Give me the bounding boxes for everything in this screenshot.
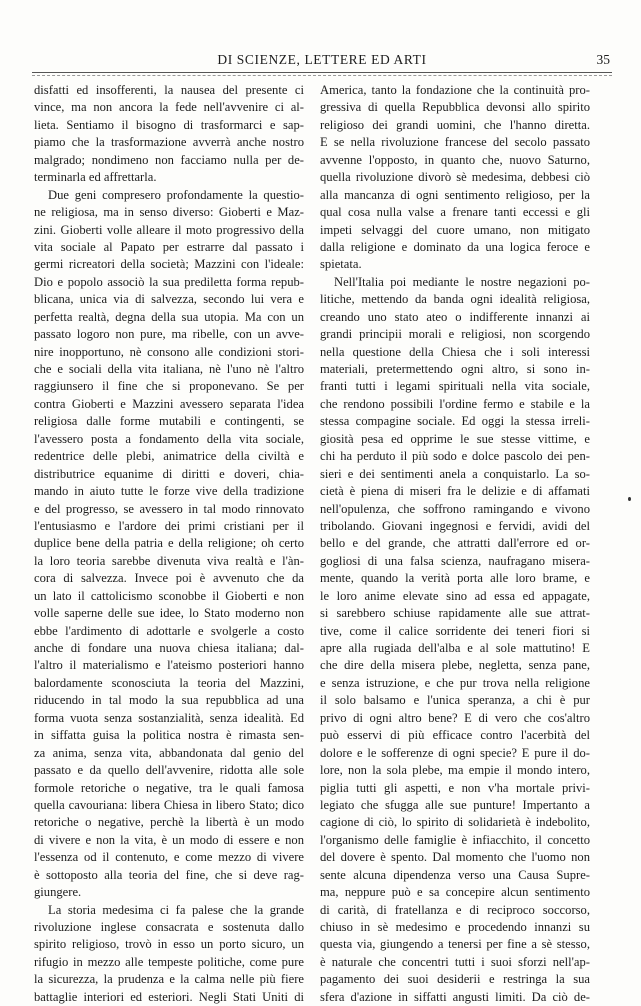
left-column bbox=[34, 82, 304, 1006]
text-line: in siffatta guisa la politica nostra è rimasta sen- bbox=[34, 728, 304, 743]
text-line: che e sociali della vita italiana, nè l'uno nè l'altro bbox=[34, 362, 304, 376]
text-line: sente alcuna dipendenza verso una Causa Supre- bbox=[320, 867, 590, 882]
text-line: e del progresso, se avessero in tal modo rinnovato bbox=[34, 501, 304, 516]
text-line: di vivere e non la vita, è un modo di essere e non bbox=[34, 832, 304, 847]
text-line: quella rivoluzione divorò sè medesima, debbesi ciò bbox=[320, 170, 590, 185]
text-line: distributrice equanime di diritti e doveri, chia- bbox=[34, 466, 304, 481]
text-line: piamo che la trasformazione avverrà anche nostro bbox=[34, 135, 304, 150]
text-line: chi ha perduto il più sodo e dolce pascolo dei pen- bbox=[320, 449, 590, 464]
text-line: il solo balsamo e l'unica speranza, a chi è pur bbox=[320, 693, 590, 708]
text-line: balordamente sconosciuta la teoria del Mazzini, bbox=[34, 675, 304, 690]
text-line: disfatti ed insofferenti, la nausea del presente ci bbox=[34, 83, 304, 97]
text-line: chiuso in sè medesimo e procedendo innanzi su bbox=[320, 920, 590, 934]
text-line: la sicurezza, la prudenza e la calma nelle più fiere bbox=[34, 972, 304, 987]
text-line: nella questione della Chiesa che i soli interessi bbox=[320, 344, 590, 359]
text-line: e senza istruzione, e che pur trova nella religione bbox=[320, 675, 590, 690]
text-line: bello e del grande, che attratti dall'errore ed or- bbox=[320, 536, 590, 551]
text-line: terminarla ed affrettarla. bbox=[34, 170, 157, 185]
text-line: giungere. bbox=[34, 885, 82, 900]
text-line: l'essenza od il contenuto, e come mezzo di vivere bbox=[34, 850, 304, 865]
text-line: Nell'Italia poi mediante le nostre negazioni po- bbox=[334, 274, 590, 289]
text-line: rifugio in mezzo alle tempeste politiche, come pure bbox=[34, 954, 304, 969]
text-line: mando in aiuto tutte le forze vive della tradizione bbox=[34, 484, 304, 499]
text-line: le loro anime elevate sino ad essa ed appagate, bbox=[320, 588, 590, 603]
text-line: che rendono possibili l'ordine fermo e stabile e la bbox=[320, 396, 590, 411]
text-line: può esservi di più efficace contro l'acerbità del bbox=[320, 728, 590, 743]
text-line: dalla religione e dominato da una logica feroce e bbox=[320, 239, 590, 254]
text-line: impeti selvaggi del cuore umano, non mitigato bbox=[320, 222, 590, 237]
text-line: di carità, di fratellanza e di reciproco soccorso, bbox=[320, 902, 590, 917]
text-line: nire inopportuno, nè consono alle condizioni stori- bbox=[34, 344, 304, 359]
text-line: perfetta realtà, degna della sua utopia. Ma con un bbox=[34, 309, 304, 324]
text-line: contra Gioberti e Mazzini avessero separata l'idea bbox=[34, 396, 304, 411]
text-line: si sarebbero schiuse rapidamente alle sue attrat- bbox=[320, 606, 590, 621]
text-line: ne religiosa, ma in senso diverso: Gioberti e Maz- bbox=[34, 205, 304, 220]
text-line: quella cavouriana: libera Chiesa in libero Stato; dico bbox=[34, 797, 304, 812]
text-line: la loro teoria sarebbe divenuta viva realtà e l'àn- bbox=[34, 553, 304, 568]
text-line: sieri e dei sentimenti anela a conquistarlo. La so- bbox=[320, 466, 590, 481]
text-line: grandi principii morali e religiosi, non scorgendo bbox=[320, 327, 590, 342]
text-line: spirito religioso, trovò in esso un porto sicuro, un bbox=[34, 937, 304, 952]
text-line: questa via, giungendo a tenersi per fine a sè stesso, bbox=[320, 937, 590, 952]
text-line: gressiva di quella Repubblica devonsi allo spirito bbox=[320, 100, 590, 115]
text-line: blicana, unica via di salvezza, secondo lui vera e bbox=[34, 292, 304, 307]
text-line: un lato il cattolicismo sconobbe il Gioberti e non bbox=[34, 588, 304, 603]
text-line: l'organismo delle famiglie è infiacchito, il concetto bbox=[320, 832, 590, 847]
text-line: mente, quando la verità porta alle loro brame, e bbox=[320, 571, 590, 586]
right-column bbox=[320, 82, 590, 1006]
text-line: tive, come il calice sorridente dei teneri fiori si bbox=[320, 623, 590, 638]
text-line: materiali, pretermettendo ogni altro, si sono in- bbox=[320, 362, 590, 376]
text-line: ebbe l'ardimento di adottarle e svolgerle a costo bbox=[34, 623, 304, 638]
text-line: cora di salvezza. Invece poi è avvenuto che da bbox=[34, 571, 304, 586]
text-line: l'avessero posta a fondamento della vita sociale, bbox=[34, 431, 304, 446]
text-line: franti tutti i legami spirituali nella vita sociale, bbox=[320, 379, 590, 394]
text-line: La storia medesima ci fa palese che la grande bbox=[48, 902, 304, 917]
text-line: è sottoposto alla teoria del fine, che si deve rag- bbox=[34, 867, 304, 882]
text-line: lieta. Sentiamo il bisogno di trasformarci e sap- bbox=[34, 117, 304, 132]
text-line: l'entusiasmo e l'ardore dei primi cristiani per il bbox=[34, 518, 304, 533]
text-line: Due geni compresero profondamente la questio- bbox=[48, 187, 304, 202]
header-rule bbox=[32, 72, 612, 73]
text-line: legiato che sfugga alle sue punture! Impertanto a bbox=[320, 797, 590, 812]
text-line: gogliosi di una falsa scienza, naufragano misera- bbox=[320, 553, 590, 568]
text-line: Dio e popolo associò la sua prediletta forma repub- bbox=[34, 274, 304, 289]
margin-mark bbox=[628, 497, 631, 501]
text-line: ma, neppure può e sa concepire alcun sentimento bbox=[320, 885, 590, 900]
text-line: germi ricreatori della società; Mazzini con l'ideale: bbox=[34, 257, 304, 272]
text-line: pagamento dei suoi desiderii e restringa la sua bbox=[320, 972, 590, 987]
page-number: 35 bbox=[596, 52, 610, 67]
text-line: vita sociale al Papato per estrarre dal passato i bbox=[34, 239, 304, 254]
text-line: duplice bene della patria e della religione; oh certo bbox=[34, 536, 304, 551]
text-line: battaglie interiori ed esteriori. Negli Stati Uniti di bbox=[34, 989, 304, 1004]
text-line: creando uno stato ateo o indifferente innanzi ai bbox=[320, 309, 590, 324]
text-line: sfera d'azione in siffatti angusti limiti. Da ciò de- bbox=[320, 989, 590, 1004]
text-line: nell'opulenza, che soffrono ramingando e vivono bbox=[320, 501, 590, 516]
page-header bbox=[34, 52, 610, 72]
text-line: za anima, senza vita, abbandonata dal genio del bbox=[34, 745, 304, 760]
text-line: raggiunsero il fine che si proponevano. Se per bbox=[34, 379, 304, 394]
text-line: spietata. bbox=[320, 257, 362, 272]
text-line: cietà è piena di miseri fra le delizie e di affamati bbox=[320, 484, 590, 499]
text-line: vince, ma non ancora la fede nell'avvenire ci al- bbox=[34, 100, 304, 115]
header-rule-dashed bbox=[32, 75, 612, 76]
text-line: che dire della misera plebe, negletta, senza pane, bbox=[320, 658, 590, 673]
text-line: rivoluzione inglese consacrata e sostenuta dallo bbox=[34, 920, 304, 934]
text-line: E se nella rivoluzione francese del secolo passato bbox=[320, 135, 590, 150]
text-line: stessa compagine sociale. Ed oggi la stessa irreli- bbox=[320, 414, 590, 429]
text-line: malgrado; nondimeno non facciamo nulla per de- bbox=[34, 152, 304, 167]
text-line: qual cosa nulla valse a frenare tanti eccessi e gli bbox=[320, 205, 590, 220]
text-line: religiosa dalle forme mutabili e contingenti, se bbox=[34, 414, 304, 429]
text-line: giosità pesa ed opprime le sue stesse vittime, e bbox=[320, 431, 590, 446]
text-line: passato e da quello dell'avvenire, ridotta alle sole bbox=[34, 763, 304, 778]
text-line: avvenne l'opposto, in quanto che, nuovo Saturno, bbox=[320, 152, 590, 167]
text-line: anche di fondare una nuova chiesa italiana; dal- bbox=[34, 641, 304, 655]
text-line: America, tanto la fondazione che la continuità pro- bbox=[320, 83, 590, 97]
text-line: tribolando. Giovani ingegnosi e fervidi, avidi del bbox=[320, 518, 590, 533]
text-line: alla mancanza di ogni sentimento religioso, per la bbox=[320, 187, 590, 202]
text-line: litiche, mettendo da banda ogni idealità religiosa, bbox=[320, 292, 590, 307]
text-line: apre alla rugiada dell'alba e al sole mattutino! E bbox=[320, 641, 590, 655]
text-line: del dovere è spento. Dal momento che l'uomo non bbox=[320, 850, 590, 865]
text-line: è naturale che concentri tutti i suoi sforzi nell'ap- bbox=[320, 954, 590, 969]
text-line: cagione di ciò, lo spirito di solidarietà è indebolito, bbox=[320, 815, 590, 830]
running-title: DI SCIENZE, LETTERE ED ARTI bbox=[217, 52, 427, 67]
text-line: zini. Gioberti volle alleare il moto progressivo della bbox=[34, 222, 304, 237]
text-line: formole retoriche o negative, tra le quali famosa bbox=[34, 780, 304, 795]
text-line: retoriche o negative, perchè la libertà è un modo bbox=[34, 815, 304, 830]
text-line: religioso dei grandi uomini, che l'hanno diretta. bbox=[320, 117, 590, 132]
text-line: piglia tutti gli aspetti, e non v'ha mortale privi- bbox=[320, 780, 590, 795]
text-line: forma vuota senza sostanzialità, senza idealità. Ed bbox=[34, 710, 304, 725]
text-line: redentrice delle plebi, animatrice della civiltà e bbox=[34, 449, 304, 464]
text-line: passato logoro non pure, ma ribelle, con un avve- bbox=[34, 327, 304, 342]
text-line: lore, non la sola plebe, ma empie il mondo intero, bbox=[320, 763, 590, 778]
text-line: dolore e le sofferenze di ogni specie? E pure il do- bbox=[320, 745, 590, 760]
text-line: privo di ogni altro bene? E di vero che cos'altro bbox=[320, 710, 590, 725]
text-line: volle saperne delle sue idee, lo Stato moderno non bbox=[34, 606, 304, 621]
text-line: riducendo in tal modo la sua repubblica ad una bbox=[34, 693, 304, 708]
text-line: l'altro il materialismo e l'ateismo posteriori hanno bbox=[34, 658, 304, 673]
